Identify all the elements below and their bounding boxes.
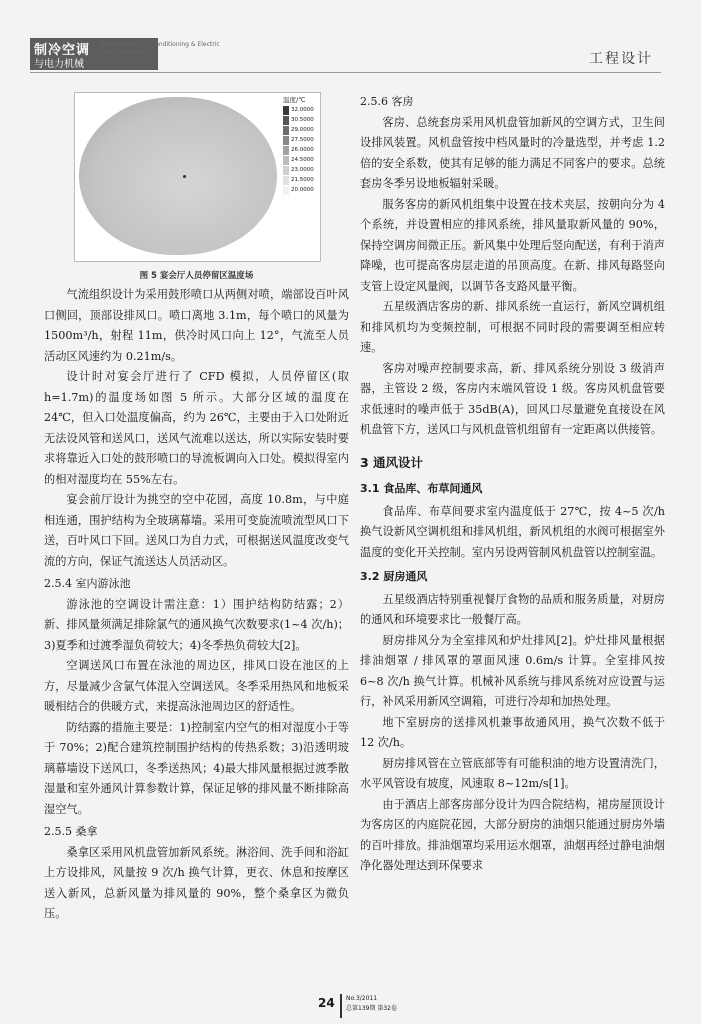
- legend-value: 32.0000: [291, 107, 314, 113]
- paragraph: 设计时对宴会厅进行了 CFD 模拟，人员停留区(取 h=1.7m)的温度场如图 5 所示。大部分区域的温度在 24℃，但入口处温度偏高，约为 26℃，主要由于入口处附近无法设风管和送风口，送风气流难以送达，所以实际安装时要求将靠近入口处的鼓形喷口的导流板调向入口处。模拟得室内的相对湿度均在 55%左右。: [44, 370, 349, 486]
- legend-entry: [283, 185, 319, 195]
- paragraph: 五星级酒店特别重视餐厅食物的品质和服务质量，对厨房的通风和环境要求比一般餐厅高。: [360, 592, 665, 626]
- legend-entry: [283, 135, 319, 145]
- logo-english: Refrigeration Air Conditioning & Electric Power Machinery: [100, 41, 220, 56]
- legend-swatch: [283, 176, 289, 185]
- legend-swatch: [283, 166, 289, 175]
- legend-entry: [283, 105, 319, 115]
- paragraph: 由于酒店上部客房部分设计为四合院结构，裙房屋顶设计为客房区的内庭院花园，大部分厨房的油烟只能通过厨房外墙的百叶排放。排油烟罩均采用运水烟罩，油烟再经过静电油烟净化器处理达到环保要求: [360, 797, 665, 872]
- heading-3-2: 3.2 厨房通风: [360, 570, 428, 583]
- legend-entry: [283, 165, 319, 175]
- legend-entry: [283, 175, 319, 185]
- legend-value: 23.0000: [291, 167, 314, 173]
- paragraph: 食品库、布草间要求室内温度低于 27℃，按 4~5 次/h 换气设新风空调机组和排风机组，新风机组的水阀可根据室外温度的变化开关控制。室内另设两管制风机盘管以控制室温。: [360, 504, 665, 559]
- paragraph: 宴会前厅设计为挑空的空中花园，高度 10.8m，与中庭相连通，围护结构为全玻璃幕墙。采用可变旋流喷流型风口下送，百叶风口下回。送风口为自力式，可根据送风温度改变气流的方向，保证气流送达人员活动区。: [44, 493, 349, 568]
- section-title: 工程设计: [589, 51, 653, 67]
- legend-entry: [283, 115, 319, 125]
- paragraph: 客房、总统套房采用风机盘管加新风的空调方式，卫生间设排风装置。风机盘管按中档风量时的冷量选型，并考虑 1.2 倍的安全系数，使其有足够的能力满足不同客户的要求。总统套房冬季另设地板辐射采暖。: [360, 115, 665, 190]
- paragraph: 空调送风口布置在泳池的周边区，排风口设在池区的上方，尽量减少含氯气体混入空调送风。冬季采用热风和地板采暖相结合的供暖方式，来提高泳池周边区的舒适性。: [44, 659, 349, 713]
- legend-value: 27.5000: [291, 137, 314, 143]
- heading-2-5-6: 2.5.6 客房: [360, 95, 414, 108]
- temperature-legend: [283, 95, 319, 195]
- logo-title: 制冷空调: [34, 43, 91, 58]
- footer-divider: [340, 994, 342, 1018]
- paragraph: 客房对噪声控制要求高，新、排风系统分别设 3 级消声器，主管设 2 级，客房内末端风管设 1 级。客房风机盘管要求低速时的噪声低于 35dB(A)，回风口尽量避免直接设在风机盘管下方，送风口与风机盘管机组留有一定距离以供接管。: [360, 361, 665, 436]
- legend-swatch: [283, 116, 289, 125]
- left-column: [44, 90, 349, 925]
- paragraph: 气流组织设计为采用鼓形喷口从两侧对喷，端部设百叶风口侧回，顶部设排风口。喷口离地 3.1m，每个喷口的风量为 1500m³/h，射程 11m，供冷时风口向上 12°，气流至人员活动区风速约为 0.21m/s。: [44, 288, 349, 363]
- page-number: 24: [318, 996, 335, 1010]
- paragraph: 五星级酒店客房的新、排风系统一直运行，新风空调机组和排风机均为变频控制，可根据不同时段的需要调至相应转速。: [360, 300, 665, 354]
- heading-2-5-5: 2.5.5 桑拿: [44, 825, 98, 838]
- temperature-field-image: [74, 92, 321, 262]
- legend-value: 20.0000: [291, 187, 314, 193]
- legend-swatch: [283, 156, 289, 165]
- heading-3-1: 3.1 食品库、布草间通风: [360, 482, 483, 495]
- temperature-map: [79, 97, 277, 255]
- legend-swatch: [283, 126, 289, 135]
- legend-swatch: [283, 186, 289, 195]
- legend-swatch: [283, 106, 289, 115]
- figure-caption: 图 5 宴会厅人员停留区温度场: [139, 271, 254, 281]
- heading-3: 3 通风设计: [360, 454, 424, 470]
- paragraph: 桑拿区采用风机盘管加新风系统。淋浴间、洗手间和浴缸上方设排风，风量按 9 次/h 换气计算，更衣、休息和按摩区送入新风，总新风量为排风量的 90%，整个桑拿区为微负压。: [44, 845, 349, 920]
- right-column: [360, 90, 665, 877]
- paragraph: 防结露的措施主要是：1)控制室内空气的相对湿度小于等于 70%；2)配合建筑控制围护结构的传热系数；3)沿透明玻璃幕墙设下送风口，冬季送热风；4)最大排风量根据过渡季散湿量和室外通风计算参数计算，保证足够的排风量不断排除高湿空气。: [44, 720, 349, 816]
- legend-entry: [283, 145, 319, 155]
- volume-info: 总第139期 第32卷: [346, 1005, 397, 1012]
- header-divider: [30, 72, 661, 73]
- paragraph: 地下室厨房的送排风机兼事故通风用，换气次数不低于 12 次/h。: [360, 715, 665, 749]
- issue-number: No.3/2011: [346, 995, 378, 1002]
- legend-title: 温度/℃: [283, 96, 306, 104]
- legend-entry: [283, 125, 319, 135]
- legend-value: 29.0000: [291, 127, 314, 133]
- paragraph: 厨房排风管在立管底部等有可能积油的地方设置清洗门，水平风管设有坡度，风速取 8~12m/s[1]。: [360, 756, 665, 790]
- paragraph: 服务客房的新风机组集中设置在技术夹层，按朝向分为 4 个系统，并设置相应的排风系统，排风量取新风量的 90%，保持空调房间微正压。新风集中处理后竖向配送，有利于消声降噪，也可提高客房层走道的吊顶高度。在新、排风每路竖向支管上设定风量阀，以调节各支路风量平衡。: [360, 197, 665, 293]
- paragraph: 厨房排风分为全室排风和炉灶排风[2]。炉灶排风量根据排油烟罩 / 排风罩的罩面风速 0.6m/s 计算。全室排风按 6~8 次/h 换气计算。机械补风系统与排风系统对应设置与运行，补风采用新风空调箱，可进行冷却和加热处理。: [360, 633, 665, 708]
- map-marker: [183, 175, 186, 178]
- heading-2-5-4: 2.5.4 室内游泳池: [44, 577, 131, 590]
- legend-entry: [283, 155, 319, 165]
- logo-subtitle: 与电力机械: [34, 59, 84, 70]
- legend-value: 24.5000: [291, 157, 314, 163]
- legend-value: 26.0000: [291, 147, 314, 153]
- legend-swatch: [283, 136, 289, 145]
- legend-value: 21.5000: [291, 177, 314, 183]
- issue-info: [346, 994, 397, 1014]
- figure-5: [44, 90, 349, 281]
- paragraph: 游泳池的空调设计需注意：1）围护结构防结露；2）新、排风量须满足排除氯气的通风换气次数要求(1~4 次/h)；3)夏季和过渡季湿负荷较大；4)冬季热负荷较大[2]。: [44, 597, 349, 652]
- legend-swatch: [283, 146, 289, 155]
- legend-value: 30.5000: [291, 117, 314, 123]
